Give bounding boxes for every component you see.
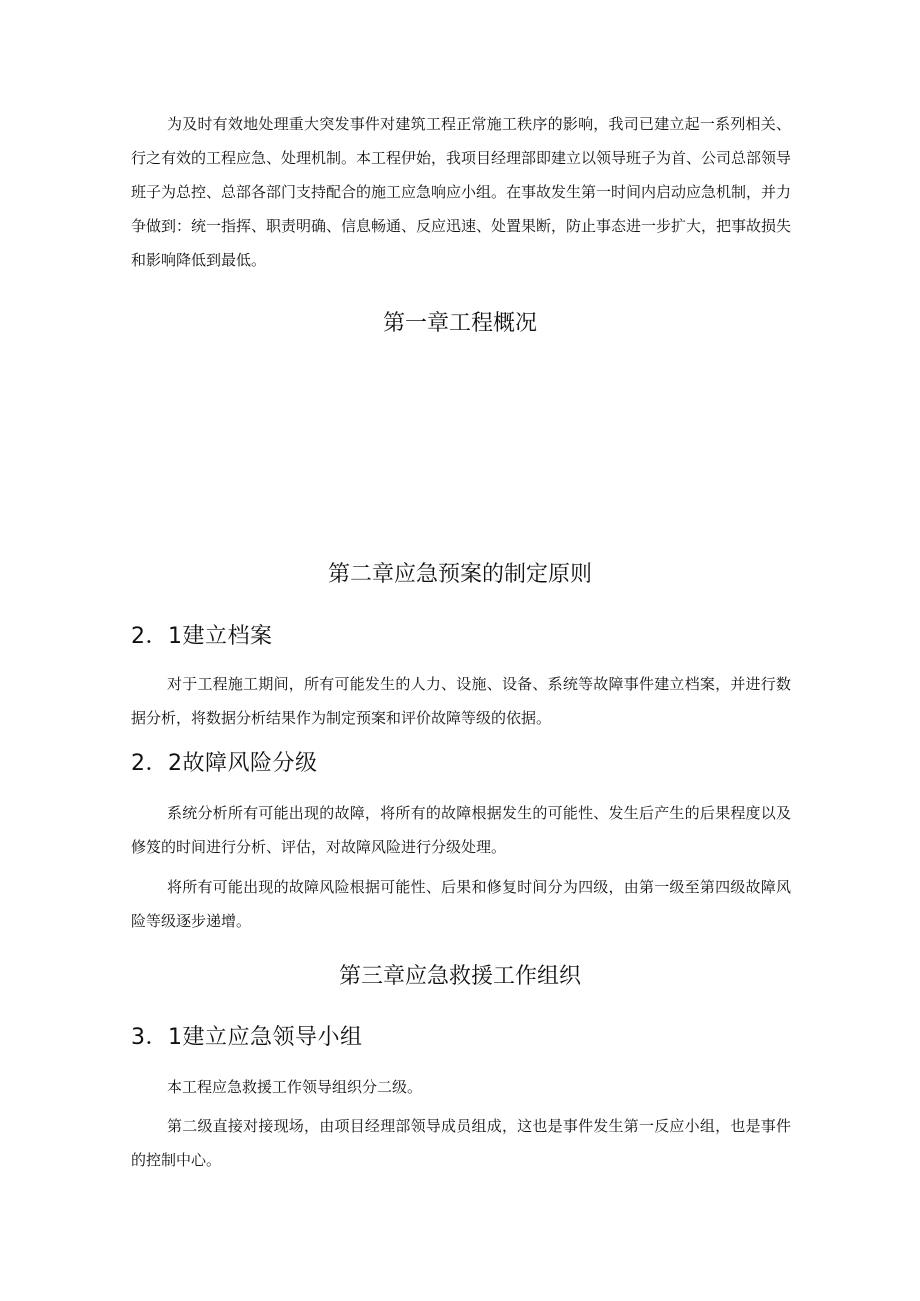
section-3-1-paragraph-2: 第二级直接对接现场，由项目经理部领导成员组成，这也是事件发生第一反应小组，也是事件的控制中心。 xyxy=(131,1117,791,1169)
section-2-1-paragraph: 对于工程施工期间，所有可能发生的人力、设施、设备、系统等故障事件建立档案，并进行数据分析，将数据分析结果作为制定预案和评价故障等级的依据。 xyxy=(131,675,791,727)
section-3-1-title: 3．1建立应急领导小组 xyxy=(131,1025,363,1050)
section-3-1-paragraph-1: 本工程应急救援工作领导组织分二级。 xyxy=(167,1078,423,1096)
section-2-2-title: 2．2故障风险分级 xyxy=(131,751,318,776)
chapter-3-title: 第三章应急救援工作组织 xyxy=(338,964,581,989)
chapter-1-title: 第一章工程概况 xyxy=(382,311,537,336)
section-2-1-title: 2．1建立档案 xyxy=(131,624,273,649)
chapter-2-title: 第二章应急预案的制定原则 xyxy=(327,562,592,587)
section-2-2-paragraph-1: 系统分析所有可能出现的故障，将所有的故障根据发生的可能性、发生后产生的后果程度以及修笈的时间进行分析、评估，对故障风险进行分级处理。 xyxy=(131,804,791,856)
section-2-2-paragraph-2: 将所有可能出现的故障风险根据可能性、后果和修复时间分为四级，由第一级至第四级故障风险等级逐步递增。 xyxy=(131,878,791,930)
intro-paragraph: 为及时有效地处理重大突发事件对建筑工程正常施工秩序的影响，我司已建立起一系列相关、行之有效的工程应急、处理机制。本工程伊始，我项目经理部即建立以领导班子为首、公司总部领导班子为总控、总部各部门支持配合的施工应急响应小组。在事故发生第一时间内启动应急机制，并力争做到：统一指挥、职责明确、信息畅通、反应迅速、处置果断，防止事态进一步扩大，把事故损失和影响降低到最低。 xyxy=(131,115,792,269)
